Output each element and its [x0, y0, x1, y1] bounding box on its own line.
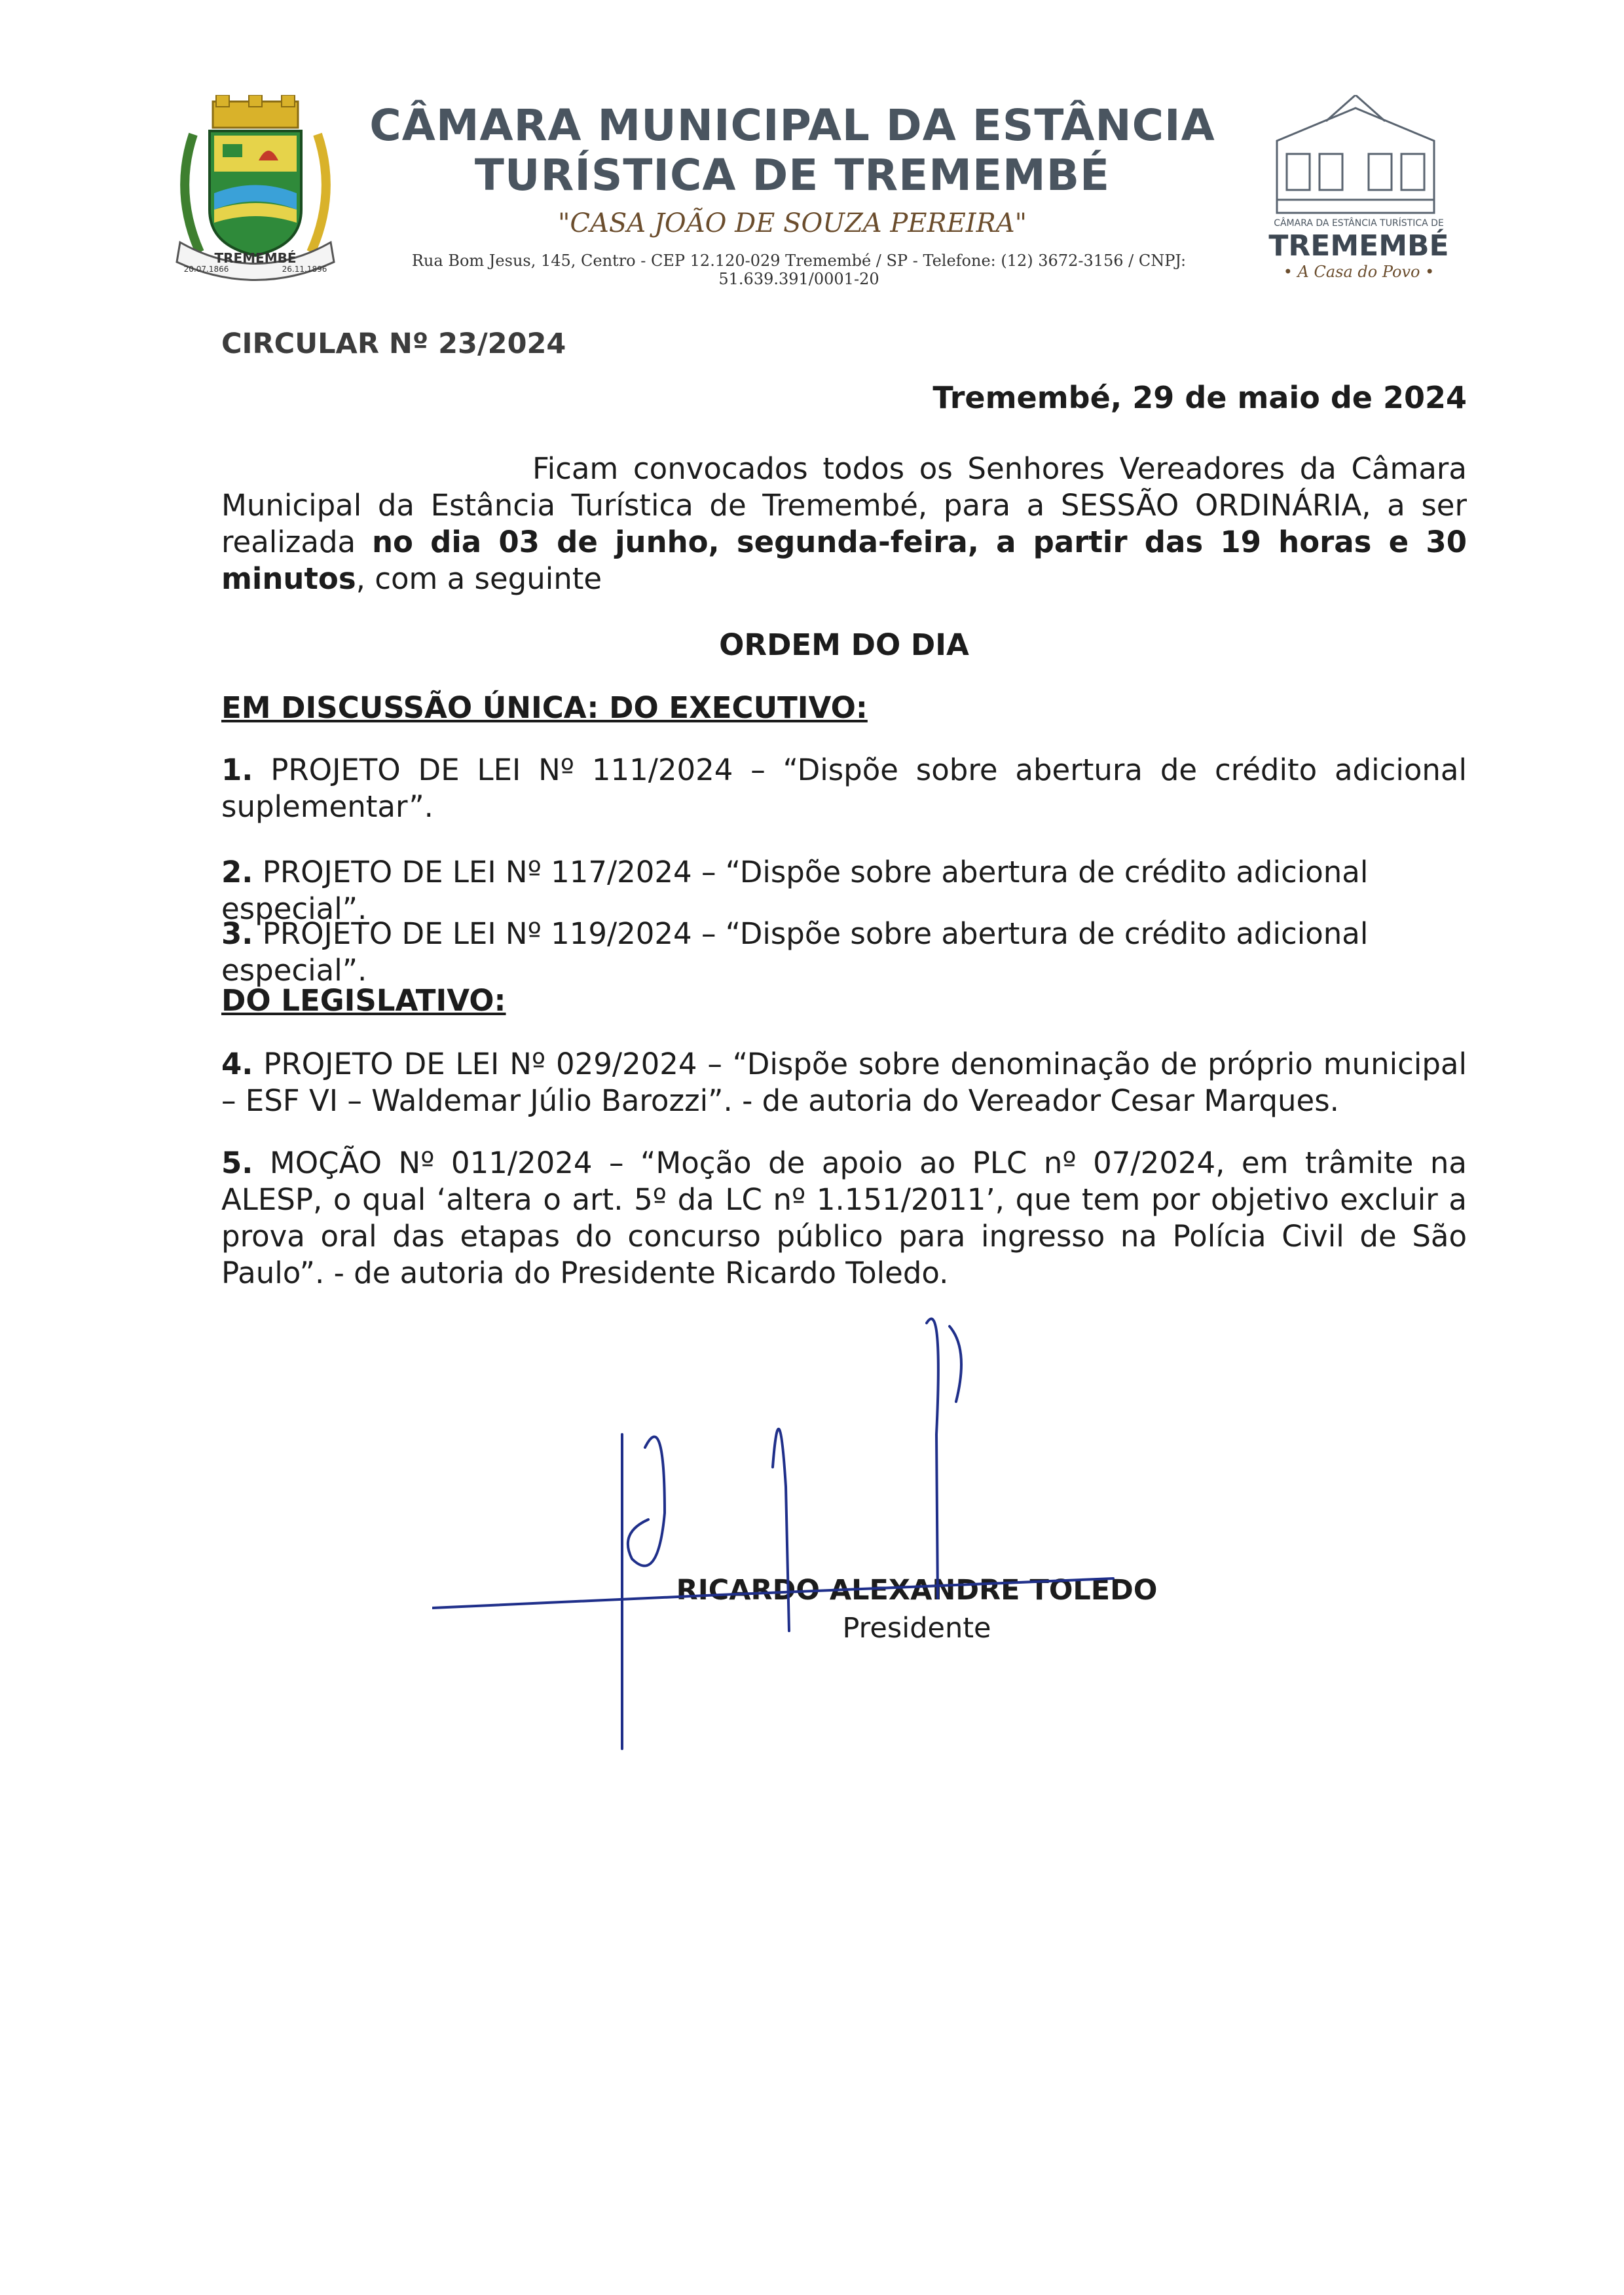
handwritten-signature — [432, 1303, 1126, 1762]
agenda-item-text: PROJETO DE LEI Nº 117/2024 – “Dispõe sobre abertura de crédito adicional especial”. — [221, 855, 1369, 926]
ordem-do-dia-heading: ORDEM DO DIA — [719, 627, 969, 662]
agenda-item-1 — [221, 752, 1467, 825]
header-subtitle: "CASA JOÃO DE SOUZA PEREIRA" — [557, 208, 1027, 238]
intro-paragraph — [221, 451, 1467, 597]
header-title-line-2: TURÍSTICA DE TREMEMBÉ — [474, 150, 1111, 200]
agenda-item-text: PROJETO DE LEI Nº 111/2024 – “Dispõe sobre abertura de crédito adicional suplementar”. — [221, 753, 1467, 824]
chamber-building-logo — [1264, 95, 1454, 285]
signatory-title: Presidente — [842, 1612, 991, 1645]
logo-small-text: CÂMARA DA ESTÂNCIA TURÍSTICA DE — [1274, 218, 1444, 229]
circular-number: CIRCULAR Nº 23/2024 — [221, 327, 566, 360]
coat-date-left: 20.07.1866 — [183, 265, 229, 274]
coat-banner-text: TREMEMBÉ — [214, 250, 297, 266]
logo-tagline-text: • A Casa do Povo • — [1283, 263, 1435, 281]
agenda-item-4 — [221, 1046, 1467, 1119]
section-executivo-heading: EM DISCUSSÃO ÚNICA: DO EXECUTIVO: — [221, 690, 868, 725]
agenda-item-text: PROJETO DE LEI Nº 119/2024 – “Dispõe sobre abertura de crédito adicional especial”. — [221, 916, 1369, 988]
header-title-line-1: CÂMARA MUNICIPAL DA ESTÂNCIA — [369, 100, 1215, 151]
document-date: Tremembé, 29 de maio de 2024 — [932, 380, 1467, 415]
section-legislativo-heading: DO LEGISLATIVO: — [221, 983, 506, 1018]
header-address: Rua Bom Jesus, 145, Centro - CEP 12.120-029 Tremembé / SP - Telefone: (12) 3672-3156 / CNPJ: 51.639.391/0001-20 — [411, 252, 1187, 288]
agenda-item-number: 5. — [221, 1146, 253, 1180]
agenda-item-3 — [221, 916, 1467, 989]
agenda-item-number: 2. — [221, 855, 253, 889]
intro-text-bold: no dia 03 de junho, segunda-feira, a partir das 19 horas e 30 minutos — [221, 525, 1467, 596]
logo-name-text: TREMEMBÉ — [1268, 229, 1449, 263]
agenda-item-number: 3. — [221, 916, 253, 951]
agenda-item-text: PROJETO DE LEI Nº 029/2024 – “Dispõe sobre denominação de próprio municipal – ESF VI – Waldemar Júlio Barozzi”. - de autoria do Vereador Cesar Marques. — [221, 1047, 1467, 1118]
agenda-item-number: 1. — [221, 753, 253, 787]
coat-date-right: 26.11.1896 — [282, 265, 327, 274]
agenda-item-text: MOÇÃO Nº 011/2024 – “Moção de apoio ao PLC nº 07/2024, em trâmite na ALESP, o qual ‘altera o art. 5º da LC nº 1.151/2011’, que tem por objetivo excluir a prova oral das etapas do concurso público para ingresso na Polícia Civil de São Paulo”. - de autoria do Presidente Ricardo Toledo. — [221, 1146, 1467, 1290]
coat-of-arms-logo — [167, 95, 344, 285]
agenda-item-number: 4. — [221, 1047, 253, 1081]
agenda-item-5 — [221, 1145, 1467, 1292]
signatory-name: RICARDO ALEXANDRE TOLEDO — [676, 1574, 1158, 1607]
intro-text-2: , com a seguinte — [356, 561, 602, 596]
intro-text-1: Ficam convocados todos os Senhores Vereadores da Câmara Municipal da Estância Turística de Tremembé, para a SESSÃO ORDINÁRIA, a ser realizada — [221, 451, 1467, 559]
